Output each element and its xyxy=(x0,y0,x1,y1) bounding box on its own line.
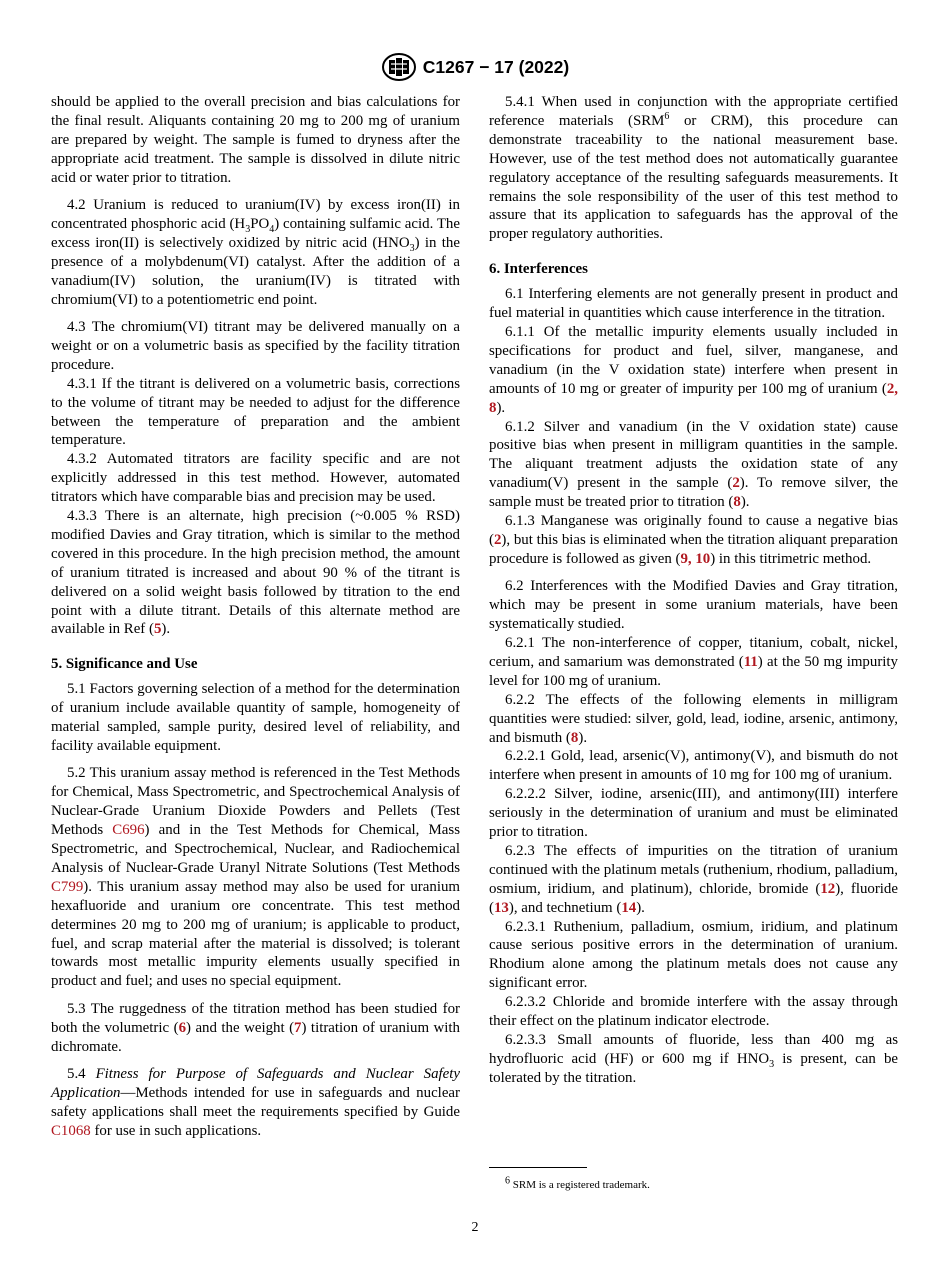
reference-link[interactable]: 6 xyxy=(178,1019,187,1036)
reference-link[interactable]: 12 xyxy=(820,880,836,897)
paragraph-5-2: 5.2 This uranium assay method is referenced in the Test Methods for Chemical, Mass Spectrometric, and Spectrochemical Analysis of Nuclear-Grade Uranium Dioxide Powders and Pellets (Test Methods C696) and in the Test Methods for Chemical, Mass Spectrometric, and Spectrochemical, Nuclear, and Radiochemical Analysis of Nuclear-Grade Uranyl Nitrate Solutions (Test Methods C799). This uranium assay method may also be used for uranium hexafluoride and uranium ore concentrate. This test method determines 20 mg to 200 mg of uranium; is applicable to product, fuel, and scrap material after the material is dissolved; is tolerant towards most metallic impurity elements usually specified in product and fuel; and uses no special equipment. xyxy=(51,765,460,990)
footnote-marker[interactable]: 6 xyxy=(664,110,670,122)
paragraph-6-1-3: 6.1.3 Manganese was originally found to cause a negative bias (2), but this bias is eliminated when the titration aliquant preparation procedure is followed as given (9, 10) in this titrimetric method. xyxy=(489,513,898,567)
paragraph-4-3-3: 4.3.3 There is an alternate, high precision (~0.005 % RSD) modified Davies and Gray titration, which is similar to the method covered in this procedure. In the high precision method, the amount of uranium titrated is increased and about 90 % of the titrant is delivered on a solid weight basis followed by titration to the end point with a dilute titrant. Details of this alternate method are available in Ref (5). xyxy=(51,508,460,638)
paragraph-4-1-continued: should be applied to the overall precision and bias calculations for the final result. Aliquants containing 20 mg to 200 mg of uranium are prepared by weight. The sample is fumed to dryness after the appropriate acid treatment. The sample is dissolved in dilute nitric acid or water prior to titration. xyxy=(51,94,460,186)
astm-logo-icon xyxy=(381,52,417,82)
paragraph-4-2: 4.2 Uranium is reduced to uranium(IV) by excess iron(II) in concentrated phosphoric acid $(H_3PO_4)$ containing sulfamic acid. The excess iron(II) is selectively oxidized by nitric acid $(HNO_3)$ in the presence of a molybdenum(VI) catalyst. After the addition of a vanadium(IV) solution, the uranium(IV) is titrated with chromium(VI) to a potentiometric end point. xyxy=(51,197,460,308)
paragraph-6-1-1: 6.1.1 Of the metallic impurity elements usually included in specifications for product and fuel, silver, manganese, and vanadium (in the V oxidation state) interfere when present in amounts of 10 mg or greater of impurity per 100 mg of uranium (2, 8). xyxy=(489,323,898,416)
paragraph-6-2-2-2: 6.2.2.2 Silver, iodine, arsenic(III), and antimony(III) interfere seriously in the determination of uranium and must be eliminated prior to titration. xyxy=(489,786,898,841)
paragraph-6-2-3: 6.2.3 The effects of impurities on the titration of uranium continued with the platinum metals (ruthenium, rhodium, palladium, osmium, iridium, and platinum), chloride, bromide (12), fluoride (13), and technetium (14). xyxy=(489,842,898,916)
reference-link[interactable]: 11 xyxy=(743,653,758,670)
reference-link[interactable]: 8 xyxy=(733,494,741,511)
paragraph-5-1: 5.1 Factors governing selection of a method for the determination of uranium include available quantity of sample, homogeneity of material sampled, sample purity, desired level of reliability, and facility available equipment. xyxy=(51,681,460,754)
standard-link-c696[interactable]: C696 xyxy=(112,822,145,839)
paragraph-6-1-2: 6.1.2 Silver and vanadium (in the V oxidation state) cause positive bias when present in milligram quantities in the sample. The aliquant treatment adjusts the oxidation state of any vanadium(V) present in the sample (2). To remove silver, the sample must be treated prior to titration (8). xyxy=(489,418,898,511)
footnote: $^6$ SRM is a registered trademark. xyxy=(505,1175,650,1191)
paragraph-4-3-2: 4.3.2 Automated titrators are facility specific and are not explicitly addressed in this test method. However, automated titrators which have comparable bias and precision may be used. xyxy=(51,451,460,506)
paragraph-4-3-1: 4.3.1 If the titrant is delivered on a volumetric basis, corrections to the volume of titrant may be needed to adjust for the difference between the temperature of preparation and the ambient temperature. xyxy=(51,375,460,449)
paragraph-6-2-3-2: 6.2.3.2 Chloride and bromide interfere with the assay through their effect on the platinum indicator electrode. xyxy=(489,994,898,1030)
paragraph-6-2-3-3: 6.2.3.3 Small amounts of fluoride, less than 400 mg as hydrofluoric acid (HF) or 600 mg if $HNO_3$ is present, can be tolerated by the titration. xyxy=(489,1032,899,1086)
page-number: 2 xyxy=(471,1220,479,1235)
paragraph-5-4: 5.4 Fitness for Purpose of Safeguards and Nuclear Safety Application—Methods intended for use in safeguards and nuclear safety applications shall meet the requirements specified by Guide C1068 for use in such applications. xyxy=(51,1066,461,1139)
paragraph-6-2-3-1: 6.2.3.1 Ruthenium, palladium, osmium, iridium, and platinum cause serious positive errors in the determination of uranium. Rhodium alone among the platinum metals does not cause any significant error. xyxy=(489,918,898,992)
paragraph-5-3: 5.3 The ruggedness of the titration method has been studied for both the volumetric (6) and the weight (7) titration of uranium with dichromate. xyxy=(51,1000,460,1055)
footnote-number: 6 xyxy=(505,1175,510,1187)
reference-link[interactable]: 8 xyxy=(570,729,579,746)
reference-link[interactable]: 9, 10 xyxy=(680,550,711,567)
footnote-divider xyxy=(489,1167,587,1168)
paragraph-5-4-1: 5.4.1 When used in conjunction with the appropriate certified reference materials (SRM$^6$ or CRM), this procedure can demonstrate traceability to the national measurement base. However, use of the test method does not automatically guarantee regulatory acceptance of the resulting safeguards measurements. It remains the sole responsibility of the user of this test method to assure that its application to safeguards has the approval of the proper regulatory authorities. xyxy=(489,94,898,243)
reference-link[interactable]: 7 xyxy=(294,1019,302,1036)
reference-link[interactable]: 2, 8 xyxy=(489,380,898,416)
reference-link[interactable]: 13 xyxy=(493,899,509,916)
reference-link[interactable]: 2 xyxy=(732,475,740,492)
section-heading-5: 5. Significance and Use xyxy=(51,656,198,673)
reference-link[interactable]: 14 xyxy=(621,899,637,916)
left-column xyxy=(51,93,460,1141)
paragraph-6-2-2: 6.2.2 The effects of the following elements in milligram quantities were studied: silver, gold, lead, iodine, arsenic, antimony, and bismuth (8). xyxy=(489,691,898,746)
right-column xyxy=(489,93,898,1088)
paragraph-6-2-2-1: 6.2.2.1 Gold, lead, arsenic(V), antimony(V), and bismuth do not interfere when present in amounts of 10 mg for 100 mg of uranium. xyxy=(489,748,898,784)
paragraph-6-2: 6.2 Interferences with the Modified Davies and Gray titration, which may be present in some uranium materials, have been systematically studied. xyxy=(489,578,898,633)
reference-link[interactable]: 2 xyxy=(493,531,502,548)
section-heading-6: 6. Interferences xyxy=(489,261,588,278)
standard-designation: C1267 − 17 (2022) xyxy=(422,57,570,77)
reference-link[interactable]: 5 xyxy=(153,621,162,638)
standard-link-c799[interactable]: C799 xyxy=(51,878,84,895)
paragraph-6-1: 6.1 Interfering elements are not generally present in product and fuel material in quantities which cause interference in the titration. xyxy=(489,286,898,322)
page-header xyxy=(0,52,950,82)
paragraph-6-2-1: 6.2.1 The non-interference of copper, titanium, cobalt, nickel, cerium, and samarium was demonstrated (11) at the 50 mg impurity level for 100 mg of uranium. xyxy=(489,634,898,689)
standard-link-c1068[interactable]: C1068 xyxy=(51,1122,91,1139)
paragraph-4-3: 4.3 The chromium(VI) titrant may be delivered manually on a weight or on a volumetric basis as specified by the facility titration procedure. xyxy=(51,318,460,373)
